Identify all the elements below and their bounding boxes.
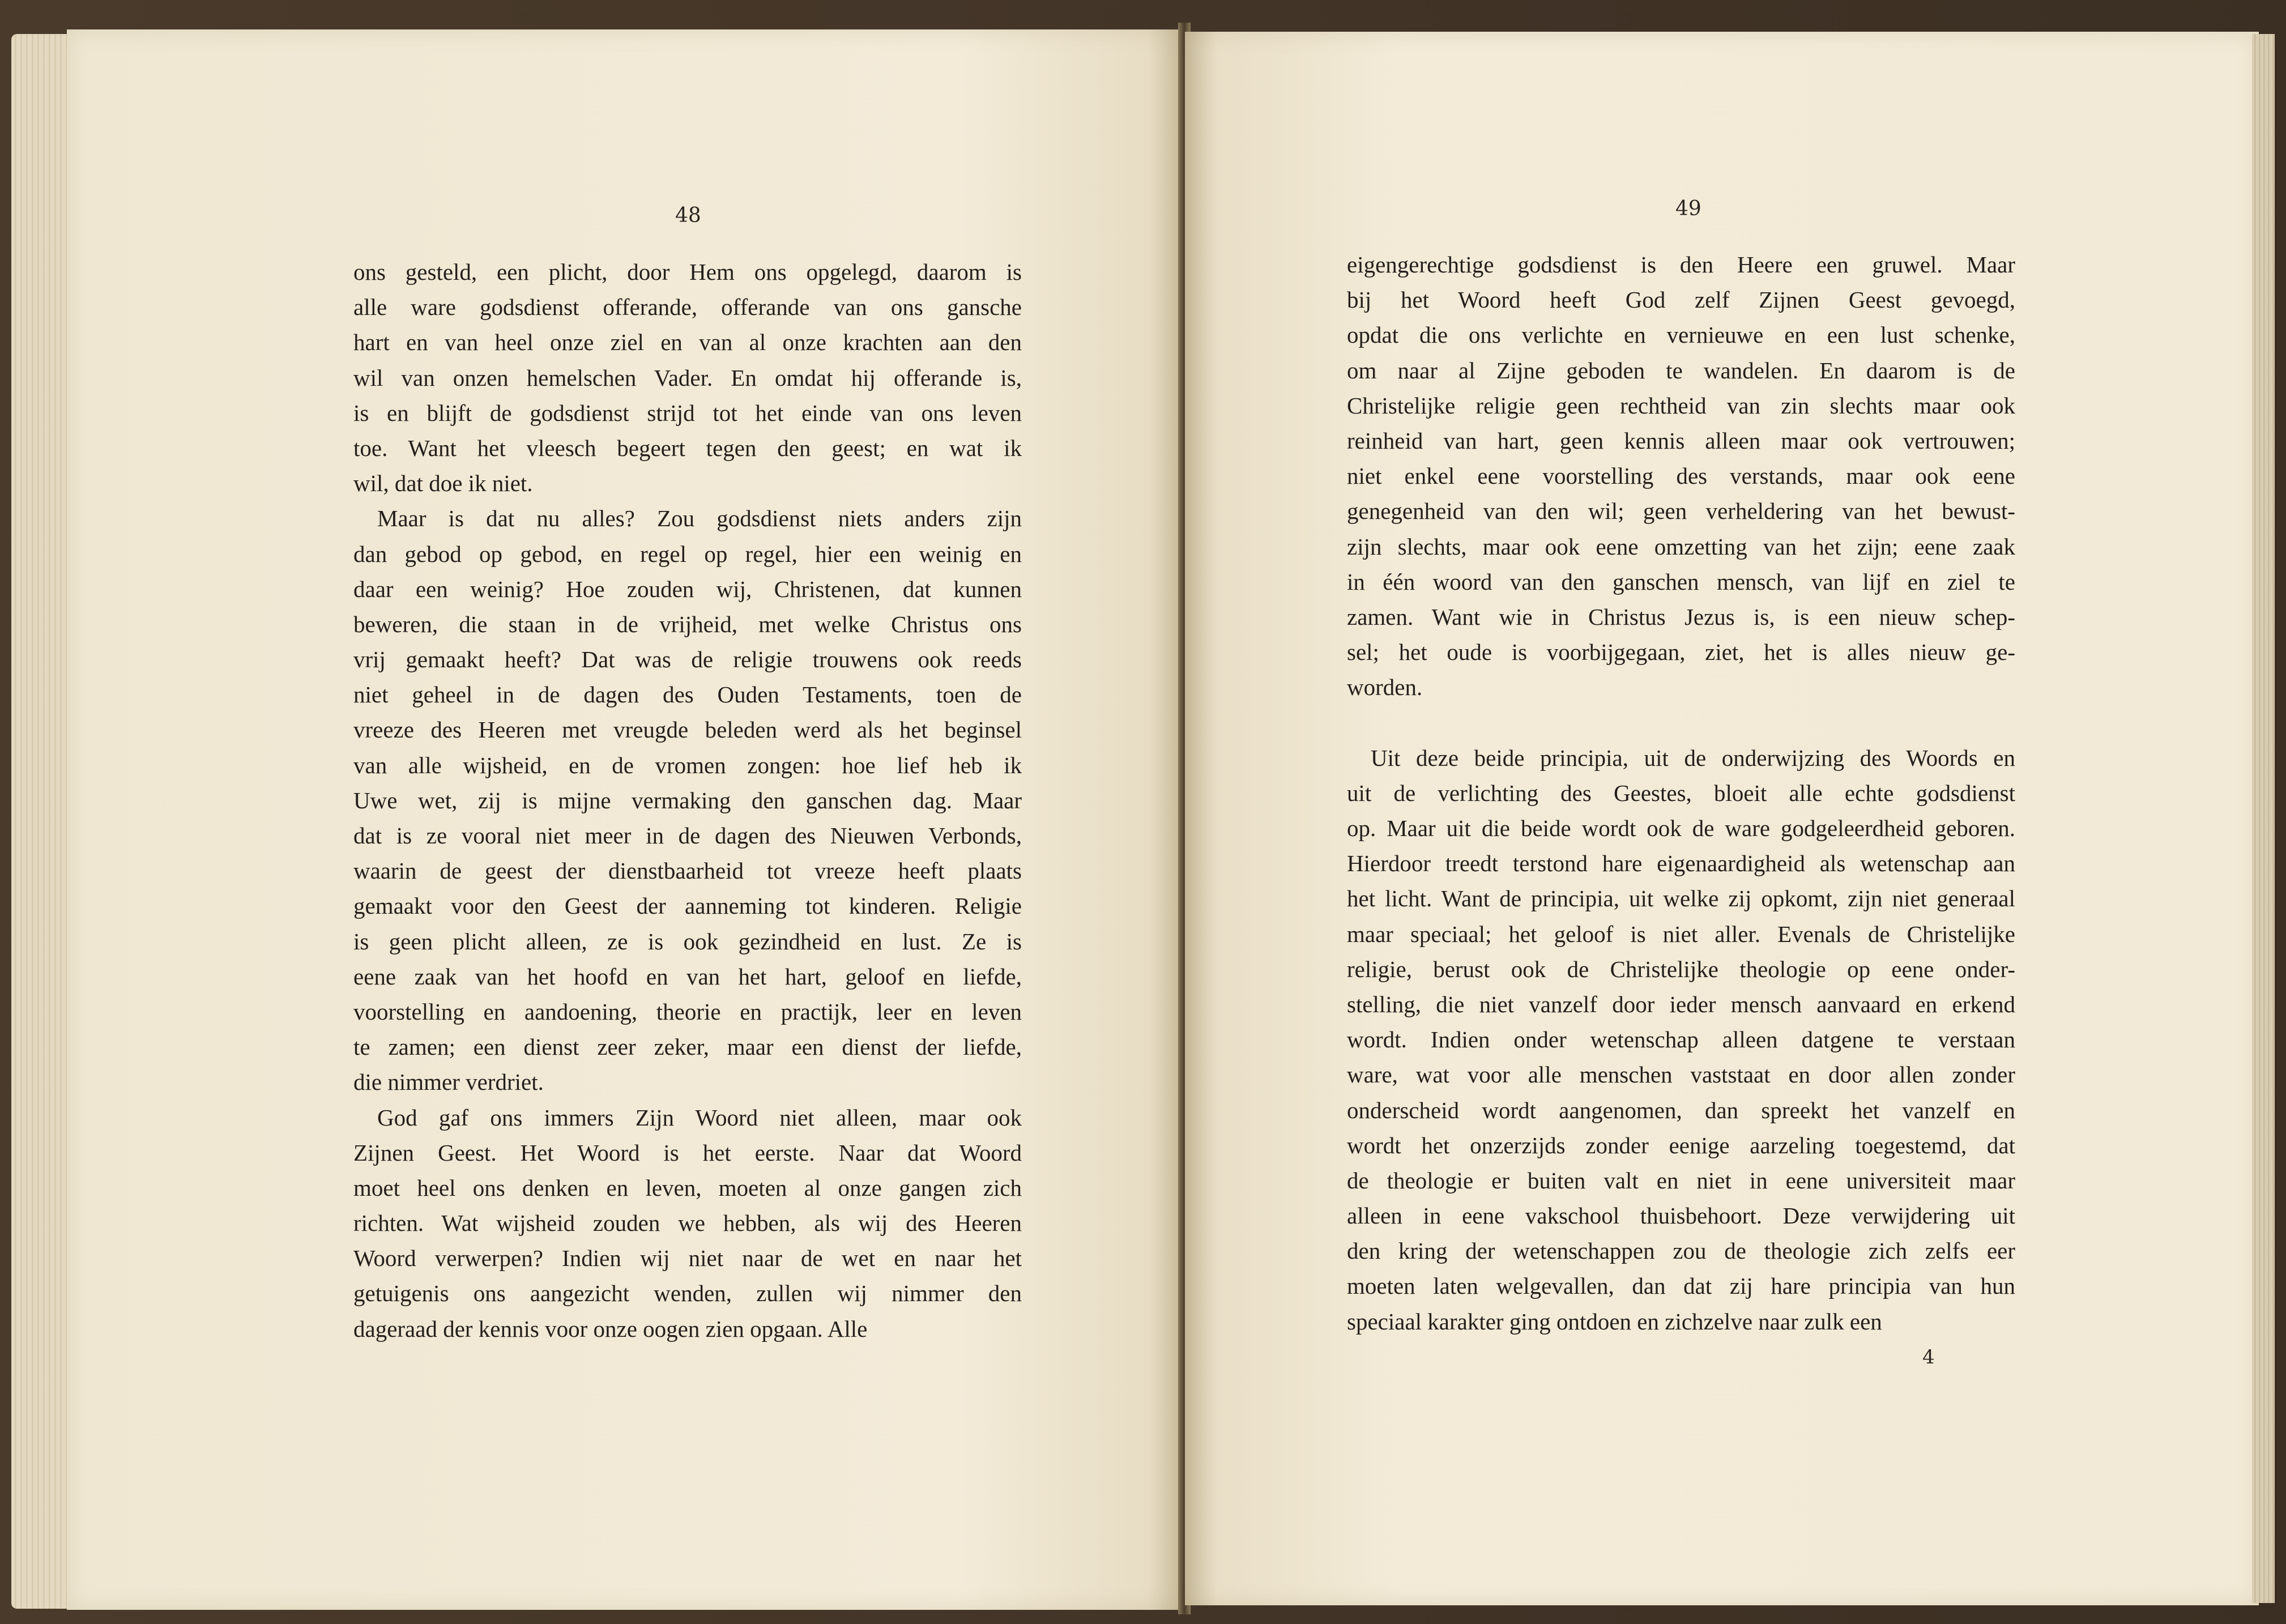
text-line: op. Maar uit die beide wordt ook de ware godgeleerdheid geboren.: [1347, 815, 2015, 841]
text-line: die nimmer verdriet.: [353, 1069, 544, 1096]
text-line: den kring der wetenschappen zou de theologie zich zelfs eer: [1347, 1238, 2015, 1264]
text-line: reinheid van hart, geen kennis alleen maar ook vertrouwen;: [1347, 427, 2015, 454]
text-line: voorstelling en aandoening, theorie en practijk, leer en leven: [353, 998, 1022, 1025]
text-line: sel; het oude is voorbijgegaan, ziet, het is alles nieuw ge-: [1347, 639, 2015, 666]
right-page-text: [1347, 247, 2015, 1339]
text-line: getuigenis ons aangezicht wenden, zullen wij nimmer den: [353, 1280, 1022, 1307]
text-line: het licht. Want de principia, uit welke zij opkomt, zijn niet generaal: [1347, 885, 2015, 912]
text-line: Maar is dat nu alles? Zou godsdienst niets anders zijn: [377, 505, 1022, 532]
text-line: maar speciaal; het geloof is niet aller. Evenals de Christelijke: [1347, 920, 2015, 947]
text-line: dat is ze vooral niet meer in de dagen des Nieuwen Verbonds,: [353, 822, 1022, 849]
text-line: wil, dat doe ik niet.: [353, 470, 533, 497]
text-line: van alle wijsheid, en de vromen zongen: hoe lief heb ik: [353, 752, 1022, 778]
text-line: Christelijke religie geen rechtheid van zin slechts maar ook: [1347, 392, 2015, 419]
text-line: is en blijft de godsdienst strijd tot het einde van ons leven: [353, 399, 1022, 426]
text-line: vrij gemaakt heeft? Dat was de religie trouwens ook reeds: [353, 646, 1022, 673]
text-line: onderscheid wordt aangenomen, dan spreekt het vanzelf en: [1347, 1097, 2015, 1123]
text-line: ons gesteld, een plicht, door Hem ons opgelegd, daarom is: [353, 259, 1022, 285]
text-line: te zamen; een dienst zeer zeker, maar een dienst der liefde,: [353, 1034, 1022, 1060]
page-number-left: 48: [675, 204, 701, 227]
signature-mark: 4: [1922, 1346, 1935, 1369]
text-line: bij het Woord heeft God zelf Zijnen Geest gevoegd,: [1347, 287, 2015, 313]
page-number-right: 49: [1675, 197, 1701, 220]
text-line: Uit deze beide principia, uit de onderwijzing des Woords en: [1371, 744, 2015, 771]
text-line: moet heel ons denken en leven, moeten al onze gangen zich: [353, 1174, 1022, 1201]
text-line: God gaf ons immers Zijn Woord niet alleen, maar ook: [377, 1104, 1022, 1131]
text-line: wordt het onzerzijds zonder eenige aarzeling toegestemd, dat: [1347, 1132, 2015, 1158]
text-line: ware, wat voor alle menschen vaststaat en door allen zonder: [1347, 1062, 2015, 1088]
text-line: alleen in eene vakschool thuisbehoort. Deze verwijdering uit: [1347, 1203, 2015, 1229]
page-stack-right-edge: [2252, 34, 2275, 1603]
text-line: richten. Wat wijsheid zouden we hebben, als wij des Heeren: [353, 1210, 1022, 1237]
text-line: waarin de geest der dienstbaarheid tot vreeze heeft plaats: [353, 858, 1022, 884]
text-line: hart en van heel onze ziel en van al onze krachten aan den: [353, 329, 1022, 356]
text-line: gemaakt voor den Geest der aanneming tot kinderen. Religie: [353, 893, 1022, 919]
text-line: in één woord van den ganschen mensch, van lijf en ziel te: [1347, 568, 2015, 595]
text-line: niet geheel in de dagen des Ouden Testaments, toen de: [353, 681, 1022, 708]
text-line: toe. Want het vleesch begeert tegen den geest; en wat ik: [353, 434, 1022, 461]
text-line: beweren, die staan in de vrijheid, met welke Christus ons: [353, 611, 1022, 637]
text-line: wordt. Indien onder wetenschap alleen datgene te verstaan: [1347, 1026, 2015, 1053]
text-line: dan gebod op gebod, en regel op regel, hier een weinig en: [353, 540, 1022, 567]
text-line: niet enkel eene voorstelling des verstands, maar ook eene: [1347, 463, 2015, 489]
text-line: Zijnen Geest. Het Woord is het eerste. Naar dat Woord: [353, 1139, 1022, 1166]
text-line: zijn slechts, maar ook eene omzetting van het zijn; eene zaak: [1347, 533, 2015, 560]
text-line: om naar al Zijne geboden te wandelen. En daarom is de: [1347, 357, 2015, 383]
text-line: wil van onzen hemelschen Vader. En omdat hij offerande is,: [353, 364, 1022, 391]
text-line: alle ware godsdienst offerande, offerande van ons gansche: [353, 294, 1022, 321]
paragraph-gap: [1347, 705, 2015, 740]
text-line: de theologie er buiten valt en niet in eene universiteit maar: [1347, 1167, 2015, 1194]
text-line: Hierdoor treedt terstond hare eigenaardigheid als wetenschap aan: [1347, 850, 2015, 877]
text-line: moeten laten welgevallen, dan dat zij hare principia van hun: [1347, 1273, 2015, 1299]
left-page-text: [353, 254, 1022, 1346]
text-line: eigengerechtige godsdienst is den Heere een gruwel. Maar: [1347, 252, 2015, 278]
text-line: speciaal karakter ging ontdoen en zichzelve naar zulk een: [1347, 1308, 1882, 1335]
text-line: is geen plicht alleen, ze is ook gezindheid en lust. Ze is: [353, 928, 1022, 954]
text-line: genegenheid van den wil; geen verheldering van het bewust-: [1347, 498, 2015, 525]
text-line: eene zaak van het hoofd en van het hart, geloof en liefde,: [353, 963, 1022, 990]
text-line: opdat die ons verlichte en vernieuwe en een lust schenke,: [1347, 322, 2015, 348]
text-line: Uwe wet, zij is mijne vermaking den ganschen dag. Maar: [353, 787, 1022, 813]
text-line: worden.: [1347, 674, 1423, 701]
text-line: dageraad der kennis voor onze oogen zien opgaan. Alle: [353, 1315, 868, 1342]
text-line: zamen. Want wie in Christus Jezus is, is een nieuw schep-: [1347, 603, 2015, 630]
text-line: stelling, die niet vanzelf door ieder mensch aanvaard en erkend: [1347, 991, 2015, 1017]
text-line: Woord verwerpen? Indien wij niet naar de wet en naar het: [353, 1245, 1022, 1272]
text-line: religie, berust ook de Christelijke theologie op eene onder-: [1347, 956, 2015, 982]
text-line: daar een weinig? Hoe zouden wij, Christenen, dat kunnen: [353, 576, 1022, 602]
text-line: uit de verlichting des Geestes, bloeit alle echte godsdienst: [1347, 779, 2015, 806]
text-line: vreeze des Heeren met vreugde beleden werd als het beginsel: [353, 717, 1022, 743]
